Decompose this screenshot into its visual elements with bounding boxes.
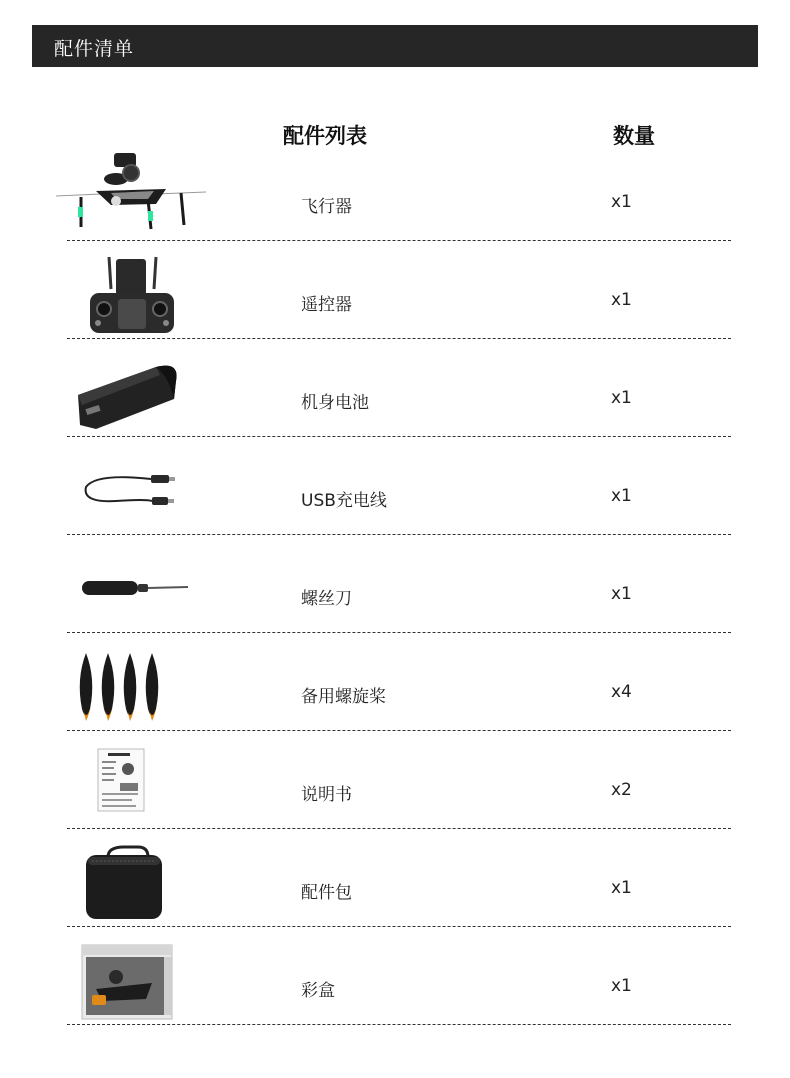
- item-qty: x1: [611, 388, 632, 408]
- screwdriver-image: [56, 541, 206, 631]
- row-divider: [67, 1024, 731, 1025]
- item-name: 备用螺旋桨: [301, 687, 386, 707]
- color-box-image: [56, 933, 206, 1023]
- drone-image: [56, 149, 206, 239]
- item-qty: x1: [611, 584, 632, 604]
- item-qty: x1: [611, 192, 632, 212]
- table-row: [0, 339, 790, 437]
- table-row: [0, 241, 790, 339]
- table-row: [0, 927, 790, 1025]
- manual-image: [56, 737, 206, 827]
- battery-image: [56, 345, 206, 435]
- item-qty: x1: [611, 486, 632, 506]
- item-qty: x2: [611, 780, 632, 800]
- table-row: [0, 731, 790, 829]
- header-title: 配件清单: [54, 38, 135, 60]
- table-row: [0, 535, 790, 633]
- item-name: 机身电池: [301, 393, 369, 413]
- table-row: [0, 143, 790, 241]
- item-qty: x1: [611, 878, 632, 898]
- item-qty: x1: [611, 976, 632, 996]
- column-header-quantity: 数量: [613, 124, 655, 148]
- propellers-image: [56, 639, 206, 729]
- item-qty: x1: [611, 290, 632, 310]
- item-name: USB充电线: [301, 491, 387, 511]
- item-qty: x4: [611, 682, 632, 702]
- column-header-items: 配件列表: [283, 124, 367, 148]
- remote-controller-image: [56, 247, 206, 337]
- table-row: [0, 829, 790, 927]
- item-name: 飞行器: [301, 197, 352, 217]
- table-row: [0, 633, 790, 731]
- item-name: 螺丝刀: [301, 589, 352, 609]
- carrying-bag-image: [56, 835, 206, 925]
- item-name: 彩盒: [301, 981, 335, 1001]
- item-name: 遥控器: [301, 295, 352, 315]
- header-bar: [32, 25, 758, 67]
- table-row: [0, 437, 790, 535]
- item-name: 配件包: [301, 883, 352, 903]
- usb-cable-image: [56, 443, 206, 533]
- item-name: 说明书: [301, 785, 352, 805]
